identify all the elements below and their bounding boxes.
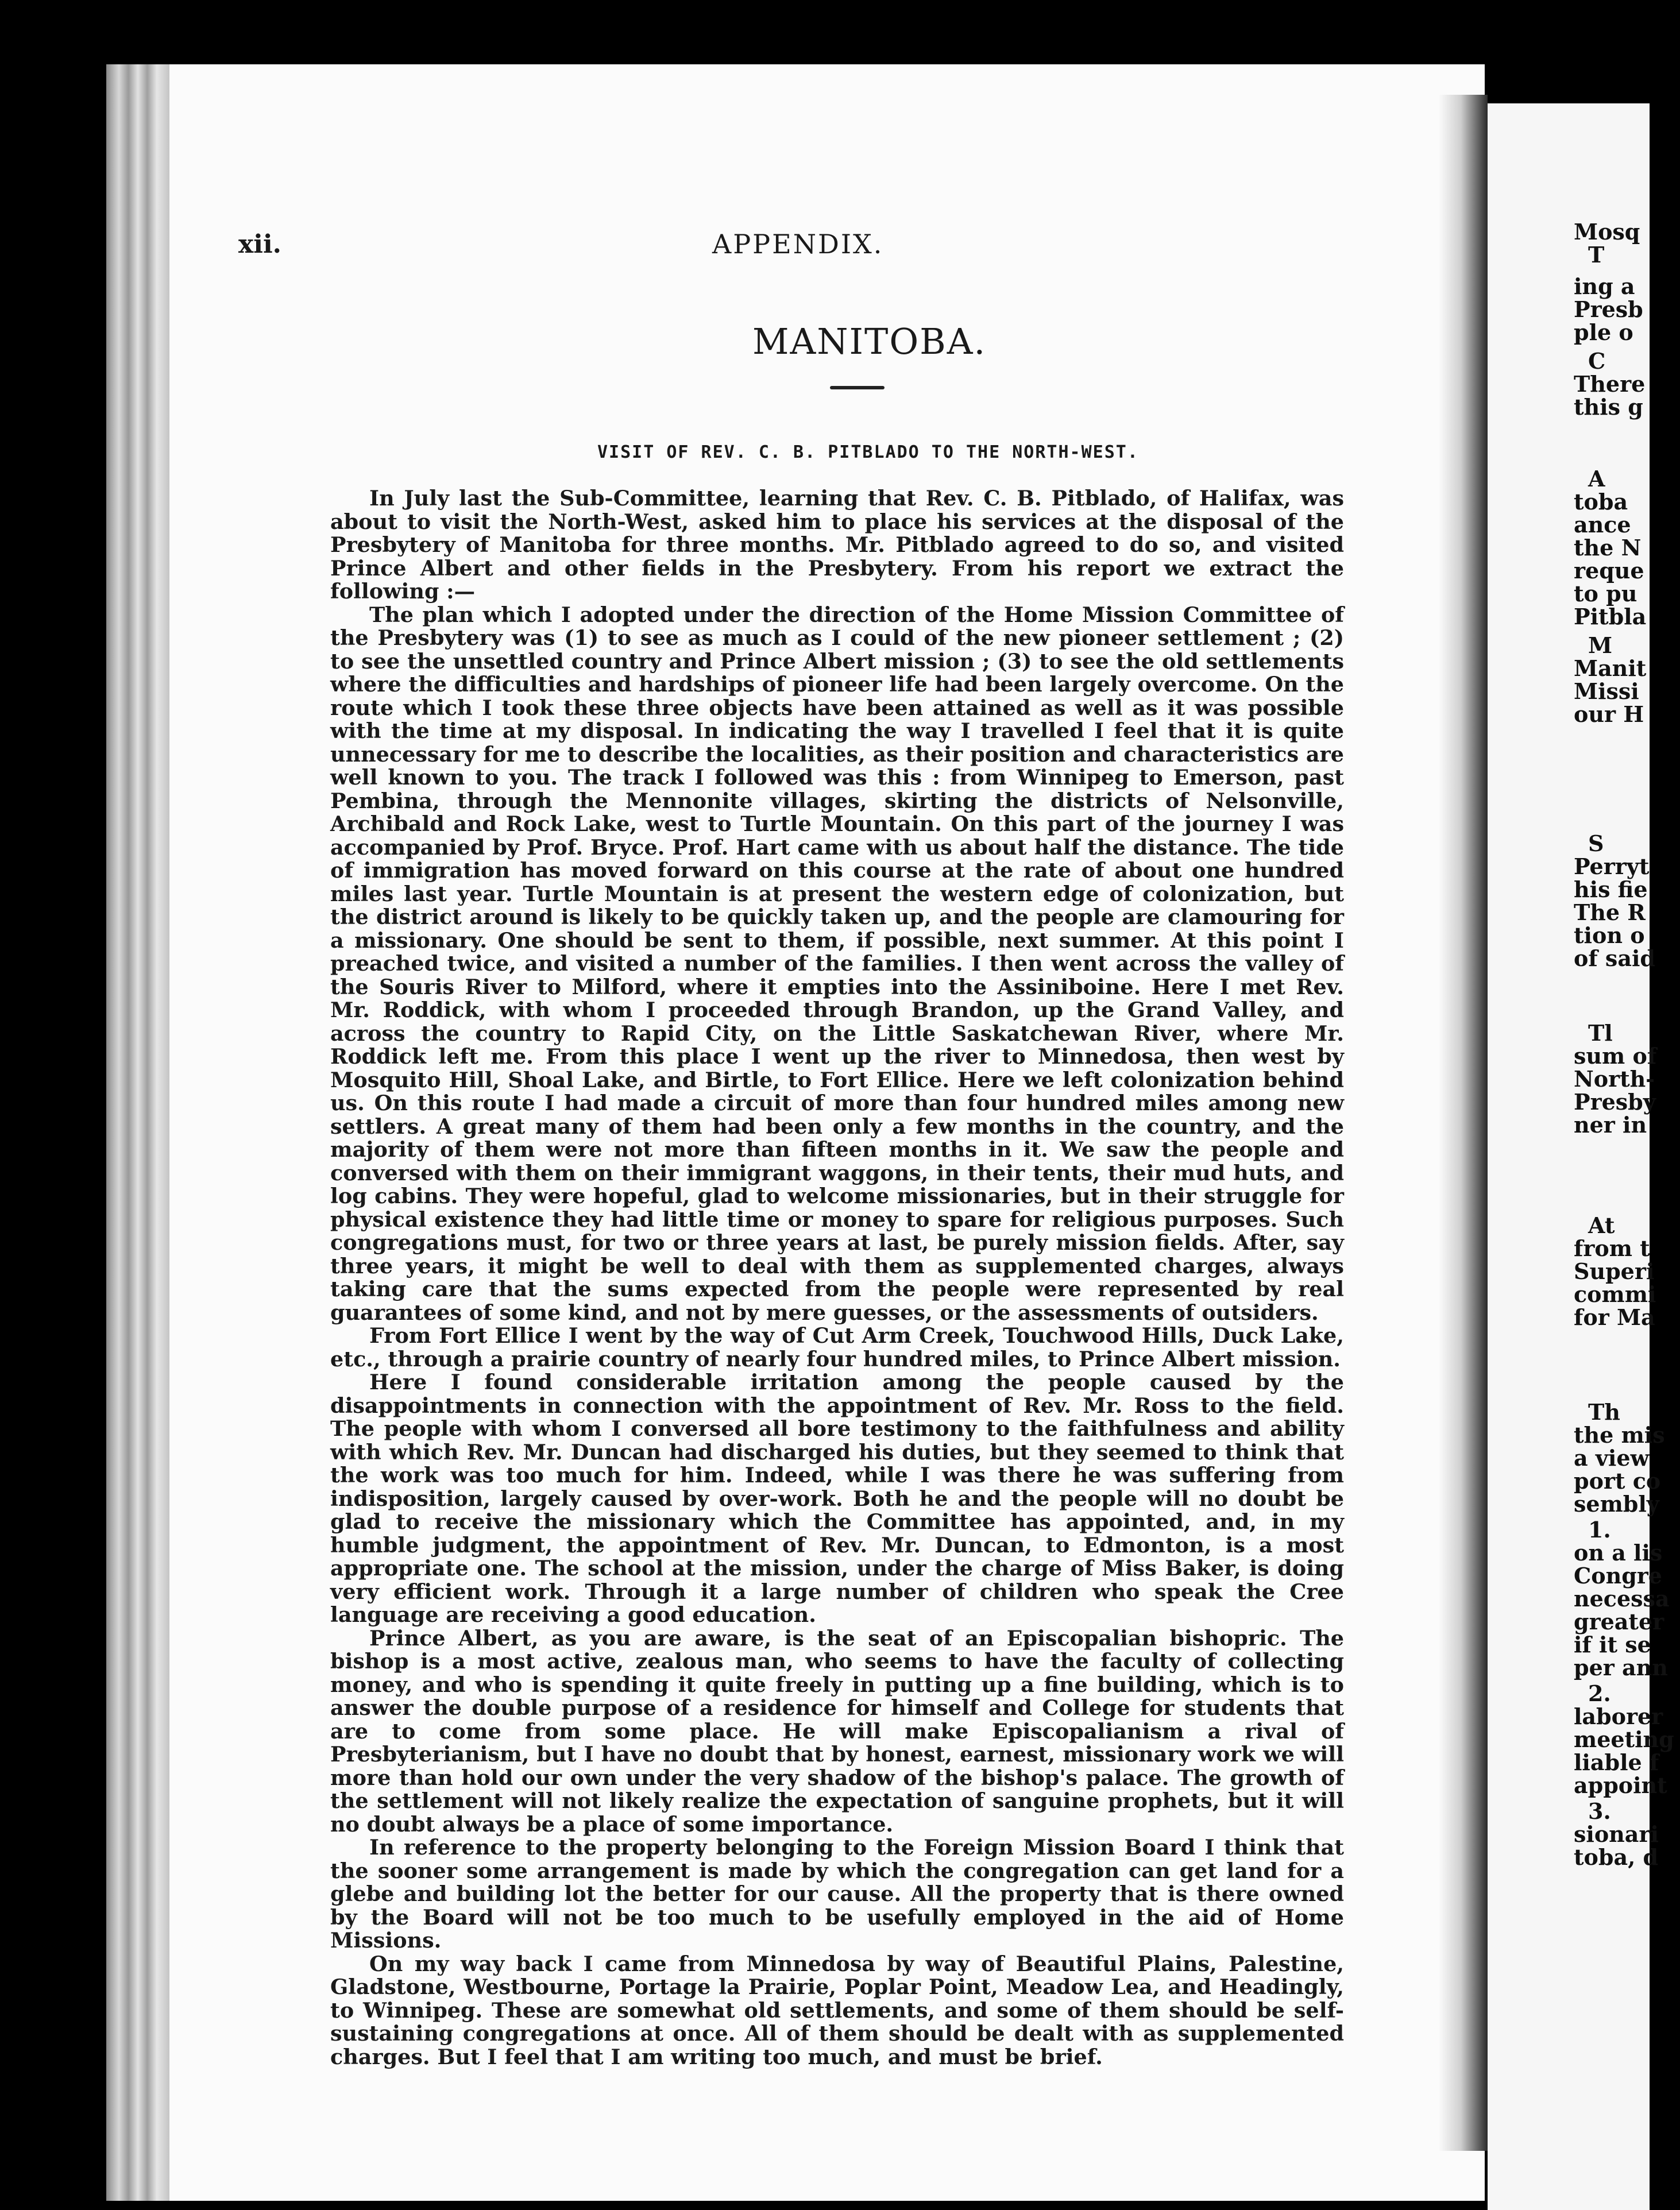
facing-page-fragment: commi xyxy=(1574,1281,1656,1307)
facing-page-fragment: this g xyxy=(1574,394,1643,420)
facing-page-fragment: his fie xyxy=(1574,876,1648,902)
facing-page-fragment: 1. xyxy=(1588,1517,1611,1543)
paragraph: The plan which I adopted under the direction of the Home Mission Committee of the Presbytery was (1) to see as much as I could of the new pioneer settlement ; (2) to see the unsettled country and Prince Albert mission ; (3) to see the old settlements where the difficulties and hardships of pioneer life had been largely overcome. On the route which I took these three objects have been attained as well as it was possible with the time at my disposal. In indicating the way I travelled I feel that it is quite unnecessary for me to describe the localities, as their position and characteristics are well known to you. The track I followed was this : from Winnipeg to Emerson, past Pembina, through the Mennonite villages, skirting the districts of Nelsonville, Archibald and Rock Lake, west to Turtle Mountain. On this part of the journey I was accompanied by Prof. Bryce. Prof. Hart came with us about half the distance. The tide of immigration has moved forward on this course at the rate of about one hundred miles last year. Turtle Mountain is at present the western edge of colonization, but the district around is likely to be quickly taken up, and the people are clamouring for a missionary. One should be sent to them, if possible, next summer. At this point I preached twice, and visited a number of the families. I then went across the valley of the Souris River to Milford, where it empties into the Assiniboine. Here I met Rev. Mr. Roddick, with whom I proceeded through Brandon, up the Grand Valley, and across the country to Rapid City, on the Little Saskatchewan River, where Mr. Roddick left me. From this place I went up the river to Minnedosa, then west by Mosquito Hill, Shoal Lake, and Birtle, to Fort Ellice. Here we left colonization behind us. On this route I had made a circuit of more than four hundred miles among new settlers. A great many of them had been only a few months in the country, and the majority of them were not more than fifteen months in it. We saw the people and conversed with them on their immigrant waggons, in their tents, their mud huts, and log cabins. They were hopeful, glad to welcome missionaries, but in their struggle for physical existence they had little time or money to spare for religious purposes. Such congregations must, for two or three years at last, be purely mission fields. After, say three years, it might be well to deal with them as supplemented charges, always taking care that the sums expected from the people were represented by real guarantees of some kind, and not by mere guesses, or the assessments of outsiders. xyxy=(330,602,1344,1325)
facing-page-fragment: reque xyxy=(1574,558,1644,584)
facing-page-fragment: tion o xyxy=(1574,922,1645,948)
facing-page-fragment: C xyxy=(1588,348,1606,374)
facing-page-fragment: A xyxy=(1588,466,1605,492)
facing-page-fragment: laborer xyxy=(1574,1703,1663,1729)
section-title: MANITOBA. xyxy=(752,320,987,362)
facing-page-fragment: Tl xyxy=(1588,1020,1613,1046)
facing-page-fragment: Mosq xyxy=(1574,219,1640,245)
paragraph: From Fort Ellice I went by the way of Cut Arm Creek, Touchwood Hills, Duck Lake, etc., through a prairie country of nearly four hundred miles, to Prince Albert mission. xyxy=(330,1323,1344,1371)
facing-page-fragment: At xyxy=(1588,1212,1615,1238)
facing-page-fragment: Manit xyxy=(1574,655,1647,681)
facing-page-fragment: toba, d xyxy=(1574,1844,1659,1870)
paragraph: In July last the Sub-Committee, learning that Rev. C. B. Pitblado, of Halifax, was about to visit the North-West, asked him to place his services at the disposal of the Presbytery of Manitoba for three months. Mr. Pitblado agreed to do so, and visited Prince Albert and other fields in the Presbytery. From his report we extract the following :— xyxy=(330,486,1344,604)
book-page-edges xyxy=(106,64,169,2201)
facing-page-fragment: Th xyxy=(1588,1399,1620,1425)
facing-page-fragment: The R xyxy=(1574,899,1646,925)
facing-page-fragment: toba xyxy=(1574,489,1628,515)
body-text xyxy=(330,487,1344,2069)
facing-page-fragment: ner in xyxy=(1574,1112,1647,1138)
facing-page-fragment: North- xyxy=(1574,1066,1655,1092)
facing-page-fragment: liable f xyxy=(1574,1749,1659,1775)
facing-page-fragment: ing a xyxy=(1574,273,1635,299)
facing-page-fragment: the mis xyxy=(1574,1422,1665,1448)
facing-page-fragment: appoint xyxy=(1574,1772,1667,1798)
facing-page-fragment: of said xyxy=(1574,945,1655,971)
facing-page-fragment: T xyxy=(1588,242,1605,268)
title-rule xyxy=(830,386,885,389)
facing-page-fragment: sembly xyxy=(1574,1491,1659,1517)
page-folio: xii. xyxy=(238,230,281,259)
facing-page-fragment: Missi xyxy=(1574,678,1639,704)
facing-page-fragment: necessa xyxy=(1574,1586,1670,1612)
facing-page-fragment: M xyxy=(1588,632,1613,658)
facing-page-fragment: S xyxy=(1588,830,1604,856)
facing-page xyxy=(1488,103,1674,2210)
facing-page-fragment: a view xyxy=(1574,1445,1650,1471)
facing-page-fragment: the N xyxy=(1574,535,1642,561)
facing-page-fragment: meeting xyxy=(1574,1726,1674,1752)
facing-page-fragment: Perryt xyxy=(1574,853,1650,879)
facing-page-fragment: on a lis xyxy=(1574,1540,1663,1566)
paragraph: Here I found considerable irritation among the people caused by the disappointments in connection with the appointment of Rev. Mr. Ross to the field. The people with whom I conversed all bore testimony to the faithfulness and ability with which Rev. Mr. Duncan had discharged his duties, but they seemed to think that the work was too much for him. Indeed, while I was there he was suffering from indisposition, largely caused by over-work. Both he and the people will no doubt be glad to receive the missionary which the Committee has appointed, and, in my humble judgment, the appointment of Rev. Mr. Duncan, to Edmonton, is a most appropriate one. The school at the mission, under the charge of Miss Baker, is doing very efficient work. Through it a large number of children who speak the Cree language are receiving a good education. xyxy=(330,1370,1344,1627)
facing-page-fragment: per ann xyxy=(1574,1655,1668,1680)
book-gutter xyxy=(1439,95,1488,2151)
facing-page-fragment: for Ma xyxy=(1574,1304,1655,1330)
paragraph: On my way back I came from Minnedosa by way of Beautiful Plains, Palestine, Gladstone, Westbourne, Portage la Prairie, Poplar Point, Meadow Lea, and Headingly, to Winnipeg. These are somewhat old settlements, and some of them should be self-sustaining congregations at once. All of them should be dealt with as supplemented charges. But I feel that I am writing too much, and must be brief. xyxy=(330,1951,1344,2069)
facing-page-fragment: sum of xyxy=(1574,1043,1657,1069)
facing-page-fragment: greater xyxy=(1574,1609,1664,1635)
running-head: APPENDIX. xyxy=(712,229,884,260)
facing-page-fragment: to pu xyxy=(1574,581,1637,606)
facing-page-fragment: Presby xyxy=(1574,1089,1656,1115)
section-subtitle: VISIT OF REV. C. B. PITBLADO TO THE NORTH-WEST. xyxy=(597,442,1139,462)
facing-page-fragment: 3. xyxy=(1588,1798,1611,1824)
paragraph: Prince Albert, as you are aware, is the seat of an Episcopalian bishopric. The bishop is a most active, zealous man, who seems to have the faculty of collecting money, and who is spending it quite freely in putting up a fine building, which is to answer the double purpose of a residence for himself and College for students that are to come from some place. He will make Episcopalianism a rival of Presbyterianism, but I have no doubt that by honest, earnest, missionary work we will more than hold our own under the very shadow of the bishop's palace. The growth of the settlement will not likely realize the expectation of sanguine prophets, but it will no doubt always be a place of some importance. xyxy=(330,1625,1344,1837)
facing-page-fragment: Congre xyxy=(1574,1563,1662,1589)
facing-page-fragment: Presb xyxy=(1574,296,1643,322)
facing-page-fragment: port co xyxy=(1574,1468,1661,1494)
facing-page-fragment: There xyxy=(1574,371,1646,397)
paragraph: In reference to the property belonging to the Foreign Mission Board I think that the sooner some arrangement is made by which the congregation can get land for a glebe and building lot the better for our cause. All the property that is there owned by the Board will not be too much to be usefully employed in the aid of Home Missions. xyxy=(330,1835,1344,1953)
facing-page-fragment: from t xyxy=(1574,1235,1650,1261)
facing-page-fragment: 2. xyxy=(1588,1680,1611,1706)
facing-page-fragment: if it se xyxy=(1574,1632,1651,1658)
facing-page-fragment: Pitbla xyxy=(1574,604,1647,629)
facing-page-fragment: ance xyxy=(1574,512,1631,538)
facing-page-fragment: sionari xyxy=(1574,1821,1659,1847)
facing-page-fragment: ple o xyxy=(1574,319,1633,345)
facing-page-fragment: our H xyxy=(1574,701,1644,727)
facing-page-fragment: Superi xyxy=(1574,1258,1655,1284)
